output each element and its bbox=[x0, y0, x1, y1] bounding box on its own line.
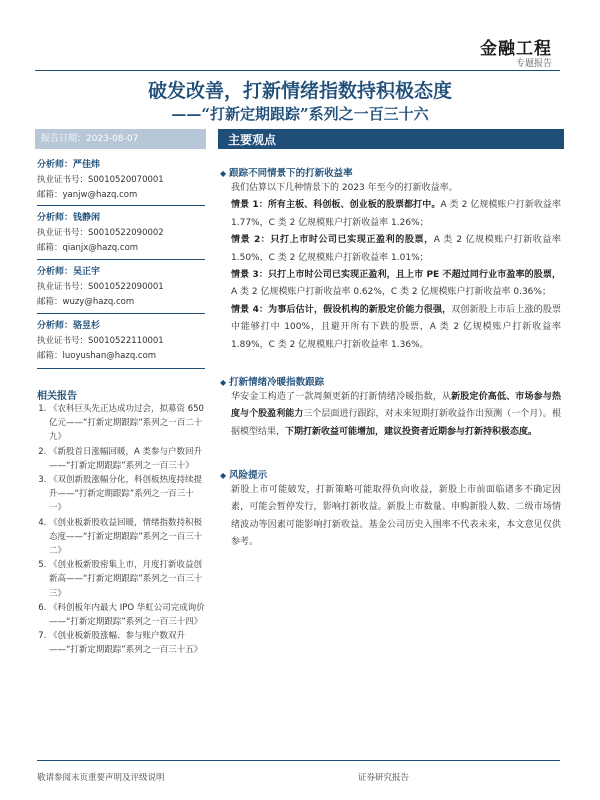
related-report-item[interactable]: 2. 《新股首日涨幅回暖，A 类参与户数回升——“打新定期跟踪”系列之一百三十》 bbox=[49, 445, 205, 473]
sentiment-text-c: 三个层面进行跟踪，对未来短期打新收益作出预测（一个月）。根据模型结果， bbox=[231, 409, 561, 437]
risk-text: 新股上市可能破发，打新策略可能取得负向收益，新股上市前面临诸多不确定因素，可能会暂停发行，影响打新收益。新股上市数量、申购新股人数、二级市场情绪波动等因素可能影响打新收益。基金公司历史入围率不代表未来，本文意见仅供参考。 bbox=[231, 485, 561, 548]
sentiment-text-bold-1: 新股定价高低、市场参与热度与个股盈利能力 bbox=[231, 392, 561, 420]
section-heading-returns bbox=[220, 165, 353, 179]
section-heading-text: 风险提示 bbox=[229, 470, 268, 481]
report-type: 专题报告 bbox=[515, 59, 552, 69]
section-heading-text: 跟踪不同情景下的打新收益率 bbox=[229, 168, 353, 179]
scenario-2-text: A 类 2 亿规模账户打新收益率 1.50%，C 类 2 亿规模账户打新收益率 1.01%； bbox=[231, 235, 562, 263]
scenario-3 bbox=[231, 267, 561, 302]
sentiment-section-body bbox=[231, 389, 561, 441]
related-report-item[interactable]: 6. 《科创板年内最大 IPO 华虹公司完成询价——“打新定期跟踪”系列之一百三十四》 bbox=[49, 601, 205, 629]
related-report-item[interactable]: 3. 《双创新股涨幅分化，科创板热度持续提升——“打新定期跟踪”系列之一百三十一》 bbox=[49, 473, 205, 516]
scenario-4-label: 情景 4：为事后估计，假设机构的新股定价能力很强， bbox=[231, 304, 452, 315]
diamond-bullet-icon: ◆ bbox=[220, 471, 227, 480]
analyst-divider bbox=[37, 205, 205, 206]
returns-section-body bbox=[231, 180, 561, 354]
scenario-1-label: 情景 1：所有主板、科创板、创业板的股票都打中。 bbox=[231, 200, 441, 211]
analyst-name: 分析师：吴正宇 bbox=[37, 267, 101, 277]
analyst-name: 分析师：骆昱杉 bbox=[37, 321, 101, 331]
scenario-4-text: 双创新股上市后上涨的股票中能够打中 100%，且避开所有下跌的股票，A 类 2 亿规模账户打新收益率 1.89%，C 类 2 亿规模账户打新收益率 1.36%。 bbox=[231, 304, 561, 350]
section-heading-text: 打新情绪冷暖指数跟踪 bbox=[229, 377, 325, 388]
section-header-title: 主要观点 bbox=[228, 133, 277, 147]
scenario-2 bbox=[231, 232, 561, 267]
footer-divider bbox=[37, 760, 560, 761]
analyst-name: 分析师：钱静闲 bbox=[37, 213, 101, 223]
related-reports-title: 相关报告 bbox=[37, 391, 77, 402]
analyst-cert: 执业证书号：S0010522110001 bbox=[37, 336, 164, 346]
analyst-divider bbox=[37, 368, 205, 369]
related-reports-list bbox=[37, 402, 205, 658]
report-date: 报告日期：2023-08-07 bbox=[41, 134, 139, 144]
analyst-cert: 执业证书号：S0010520070001 bbox=[37, 175, 164, 185]
related-report-item[interactable]: 1. 《农科巨头先正达成功过会，拟募资 650 亿元——“打新定期跟踪”系列之一百二十九》 bbox=[49, 402, 205, 445]
diamond-bullet-icon: ◆ bbox=[220, 169, 227, 178]
analyst-email[interactable]: 邮箱：qianjx@hazq.com bbox=[37, 243, 139, 253]
footer-report-label: 证券研究报告 bbox=[358, 773, 410, 783]
analyst-block bbox=[37, 264, 205, 307]
report-date-bar bbox=[35, 129, 206, 149]
scenario-1 bbox=[231, 197, 561, 232]
analyst-email[interactable]: 邮箱：luoyushan@hazq.com bbox=[37, 351, 157, 361]
brand-name: 金融工程 bbox=[480, 39, 552, 59]
scenario-3-text: A 类 2 亿规模账户打新收益率 0.62%，C 类 2 亿规模账户打新收益率 0.36%； bbox=[231, 287, 551, 298]
report-subtitle: ——“打新定期跟踪”系列之一百三十六 bbox=[171, 105, 429, 123]
analyst-block bbox=[37, 210, 205, 253]
section-heading-sentiment bbox=[220, 374, 324, 388]
analyst-cert: 执业证书号：S0010522090001 bbox=[37, 282, 164, 292]
related-report-item[interactable]: 7. 《创业板新股涨幅、参与账户数双升——“打新定期跟踪”系列之一百三十五》 bbox=[49, 629, 205, 657]
sentiment-text-a: 华安金工构造了一款周频更新的打新情绪冷暖指数，从 bbox=[231, 392, 452, 402]
scenario-1-text: A 类 2 亿规模账户打新收益率 1.77%，C 类 2 亿规模账户打新收益率 1.26%； bbox=[231, 200, 562, 228]
analyst-divider bbox=[37, 259, 205, 260]
analyst-block bbox=[37, 318, 205, 361]
report-title: 破发改善，打新情绪指数持积极态度 bbox=[147, 80, 452, 102]
sentiment-text-bold-2: 下期打新收益可能增加，建议投资者近期参与打新持积极态度。 bbox=[285, 426, 538, 437]
footer-disclaimer-link[interactable]: 敬请参阅末页重要声明及评级说明 bbox=[37, 773, 165, 783]
diamond-bullet-icon: ◆ bbox=[220, 378, 227, 387]
scenario-2-label: 情景 2：只打上市时公司已实现正盈利的股票， bbox=[231, 235, 434, 246]
returns-intro: 我们估算以下几种情景下的 2023 年至今的打新收益率。 bbox=[231, 183, 458, 193]
scenario-3-label: 情景 3：只打上市时公司已实现正盈利，且上市 PE 不超过同行业市盈率的股票， bbox=[231, 270, 561, 281]
analyst-cert: 执业证书号：S0010522090002 bbox=[37, 228, 164, 238]
analyst-email[interactable]: 邮箱：wuzy@hazq.com bbox=[37, 297, 135, 307]
risk-section-body bbox=[231, 482, 561, 552]
header-divider bbox=[35, 70, 560, 71]
analyst-divider bbox=[37, 313, 205, 314]
related-report-item[interactable]: 5. 《创业板新股密集上市，月度打新收益创新高——“打新定期跟踪”系列之一百三十三》 bbox=[49, 558, 205, 601]
analyst-email[interactable]: 邮箱：yanjw@hazq.com bbox=[37, 190, 138, 200]
analyst-block bbox=[37, 157, 205, 200]
scenario-4 bbox=[231, 302, 561, 354]
analyst-name: 分析师：严佳炜 bbox=[37, 160, 101, 170]
section-heading-risk bbox=[220, 467, 267, 481]
related-report-item[interactable]: 4. 《创业板新股收益回暖，情绪指数持积极态度——“打新定期跟踪”系列之一百三十二》 bbox=[49, 516, 205, 559]
